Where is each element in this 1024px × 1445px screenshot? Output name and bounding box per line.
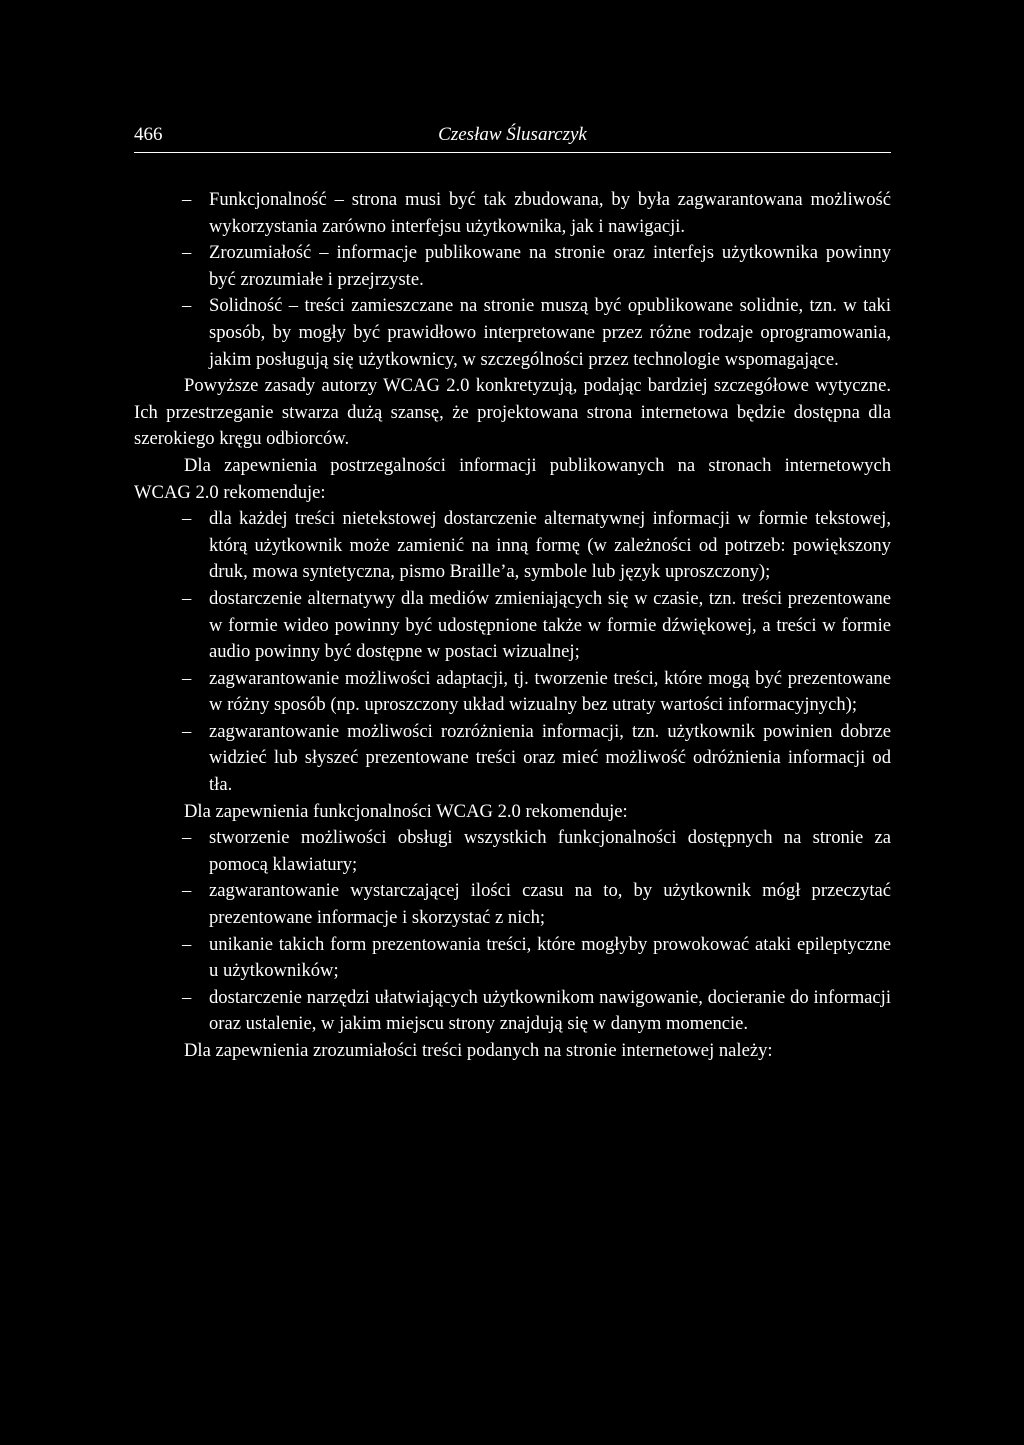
page-number: 466 [134, 124, 163, 145]
dash-bullet: – [182, 720, 192, 742]
dash-bullet: – [182, 880, 192, 902]
list-item [134, 878, 891, 931]
paragraph: Powyższe zasady autorzy WCAG 2.0 konkretyzują, podając bardziej szczegółowe wytyczne. Ich przestrzeganie stwarza dużą szansę, że projektowana strona internetowa będzie dostępna dla szerokiego kręgu odbiorców. [134, 375, 891, 450]
paragraph: Dla zapewnienia postrzegalności informacji publikowanych na stronach internetowych WCAG 2.0 rekomenduje: [134, 454, 891, 503]
list-item-text: unikanie takich form prezentowania treści, które mogłyby prowokować ataki epileptyczne u użytkowników; [209, 933, 891, 982]
list-item [134, 825, 891, 878]
perceivability-list [134, 506, 891, 799]
list-item-text: dostarczenie narzędzi ułatwiających użytkownikom nawigowanie, docieranie do informacji oraz ustalenie, w jakim miejscu strony znajdują się w danym momencie. [209, 986, 891, 1035]
list-item [134, 985, 891, 1038]
list-item-text: zagwarantowanie możliwości adaptacji, tj. tworzenie treści, które mogą być prezentowane w różny sposób (np. uproszczony układ wizualny bez utraty wartości informacyjnych); [209, 667, 891, 716]
dash-bullet: – [182, 933, 192, 955]
list-item-text: Zrozumiałość – informacje publikowane na stronie oraz interfejs użytkownika powinny być zrozumiałe i przejrzyste. [209, 242, 891, 290]
list-item [134, 187, 891, 240]
paragraph: Dla zapewnienia zrozumiałości treści podanych na stronie internetowej należy: [184, 1040, 773, 1061]
list-item [134, 586, 891, 666]
dash-bullet: – [182, 242, 192, 264]
list-item [134, 719, 891, 799]
dash-bullet: – [182, 587, 192, 609]
dash-bullet: – [182, 189, 192, 210]
list-item-text: Funkcjonalność – strona musi być tak zbudowana, by była zagwarantowana możliwość wykorzystania zarówno interfejsu użytkownika, jak i nawigacji. [209, 189, 891, 237]
list-item-text: zagwarantowanie wystarczającej ilości czasu na to, by użytkownik mógł przeczytać prezentowane informacje i skorzystać z nich; [209, 880, 891, 929]
list-item [134, 293, 891, 373]
list-item-text: Solidność – treści zamieszczane na stronie muszą być opublikowane solidnie, tzn. w taki sposób, by mogły być prawidłowo interpretowane przez różne rodzaje oprogramowania, jakim posługują się użytkownicy, w szczególności przez technologie wspomagające. [209, 295, 891, 370]
dash-bullet: – [182, 508, 192, 530]
page-body [134, 187, 891, 1065]
principles-list [134, 187, 891, 373]
dash-bullet: – [182, 667, 192, 689]
list-item [134, 240, 891, 293]
list-item-text: dla każdej treści nietekstowej dostarczenie alternatywnej informacji w formie tekstowej, którą użytkownik może zamienić na inną formę (w zależności od potrzeb: powiększony druk, mowa syntetyczna, pismo Braille’a, symbole lub język uproszczony); [209, 508, 891, 583]
dash-bullet: – [182, 295, 192, 317]
list-item-text: dostarczenie alternatywy dla mediów zmieniających się w czasie, tzn. treści prezentowane w formie wideo powinny być udostępnione także w formie dźwiękowej, a treści w formie audio powinny być dostępne w postaci wizualnej; [209, 587, 891, 663]
paragraph: Dla zapewnienia funkcjonalności WCAG 2.0 rekomenduje: [184, 800, 628, 822]
list-item [134, 932, 891, 985]
running-head: Czesław Ślusarczyk [438, 124, 587, 145]
list-item [134, 666, 891, 719]
page-header [134, 124, 891, 153]
list-item-text: stworzenie możliwości obsługi wszystkich funkcjonalności dostępnych na stronie za pomocą klawiatury; [209, 827, 891, 875]
dash-bullet: – [182, 827, 192, 849]
list-item [134, 506, 891, 586]
list-item-text: zagwarantowanie możliwości rozróżnienia informacji, tzn. użytkownik powinien dobrze widzieć lub słyszeć prezentowane treści oraz mieć możliwość odróżnienia informacji od tła. [209, 720, 891, 796]
functionality-list [134, 825, 891, 1038]
dash-bullet: – [182, 986, 192, 1008]
